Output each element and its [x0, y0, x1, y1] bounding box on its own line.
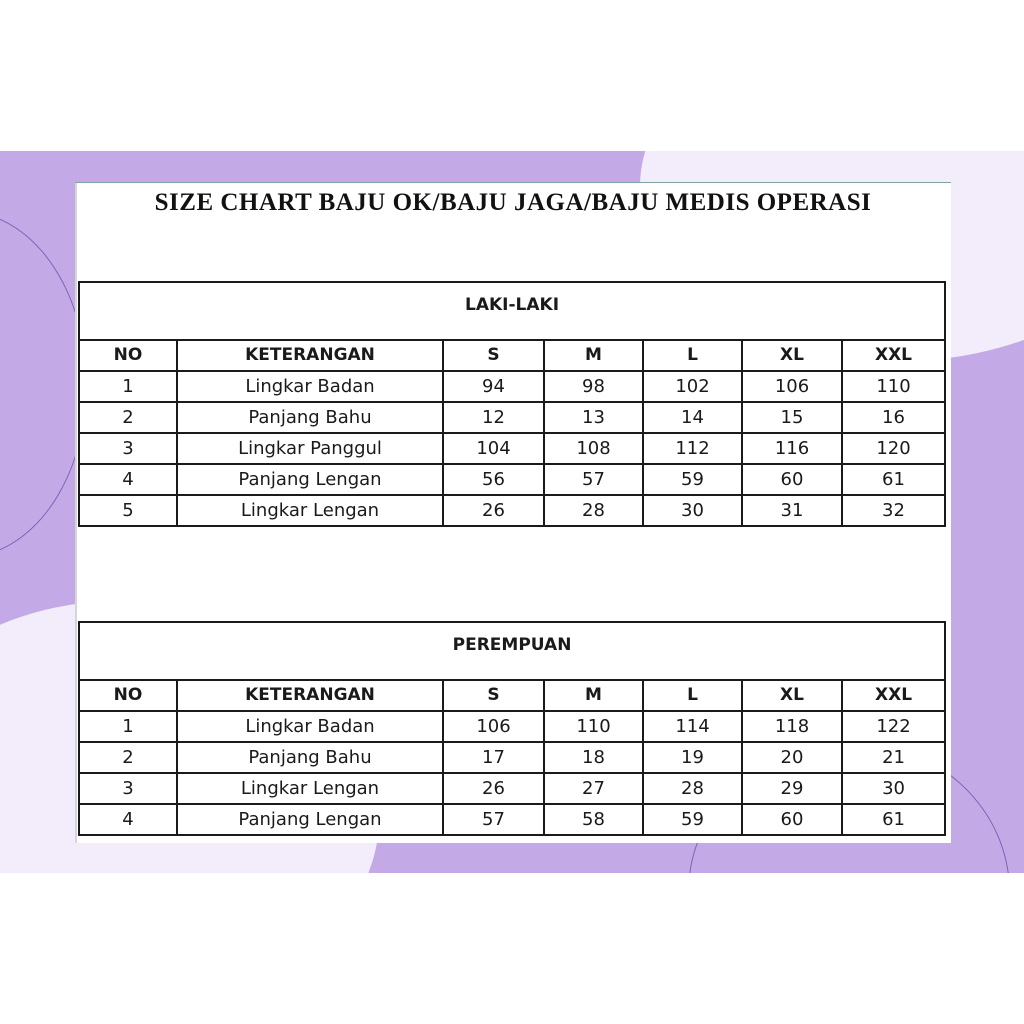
- row-value: 120: [842, 433, 945, 464]
- row-value: 59: [643, 804, 742, 835]
- table-header-row: [79, 340, 945, 371]
- row-value: 17: [443, 742, 544, 773]
- row-value: 59: [643, 464, 742, 495]
- chart-title: SIZE CHART BAJU OK/BAJU JAGA/BAJU MEDIS OPERASI: [154, 189, 872, 216]
- row-value: 31: [742, 495, 842, 526]
- row-value: 16: [842, 402, 945, 433]
- row-value: 110: [842, 371, 945, 402]
- row-value: 106: [742, 371, 842, 402]
- row-value: 118: [742, 711, 842, 742]
- row-value: 13: [544, 402, 643, 433]
- row-value: 20: [742, 742, 842, 773]
- table-row: [79, 742, 945, 773]
- row-value: 112: [643, 433, 742, 464]
- section-title: PEREMPUAN: [79, 622, 945, 680]
- table-row: [79, 804, 945, 835]
- row-value: 58: [544, 804, 643, 835]
- header-keterangan: KETERANGAN: [177, 680, 443, 711]
- header-size-xxl: XXL: [842, 340, 945, 371]
- row-description: Panjang Lengan: [177, 464, 443, 495]
- row-no: 4: [79, 804, 177, 835]
- row-description: Panjang Bahu: [177, 742, 443, 773]
- row-value: 106: [443, 711, 544, 742]
- row-description: Lingkar Badan: [177, 711, 443, 742]
- row-value: 108: [544, 433, 643, 464]
- row-no: 3: [79, 773, 177, 804]
- row-description: Lingkar Lengan: [177, 773, 443, 804]
- row-value: 29: [742, 773, 842, 804]
- size-table-laki-laki: [78, 281, 946, 527]
- header-size-xl: XL: [742, 340, 842, 371]
- row-no: 2: [79, 402, 177, 433]
- header-size-m: M: [544, 680, 643, 711]
- row-value: 57: [544, 464, 643, 495]
- row-value: 26: [443, 773, 544, 804]
- row-value: 21: [842, 742, 945, 773]
- table-row: [79, 402, 945, 433]
- row-value: 104: [443, 433, 544, 464]
- row-no: 1: [79, 711, 177, 742]
- header-size-l: L: [643, 340, 742, 371]
- row-description: Panjang Bahu: [177, 402, 443, 433]
- row-value: 102: [643, 371, 742, 402]
- row-value: 28: [643, 773, 742, 804]
- size-chart-sheet: [75, 182, 951, 843]
- header-size-l: L: [643, 680, 742, 711]
- row-value: 12: [443, 402, 544, 433]
- table-header-row: [79, 680, 945, 711]
- row-no: 4: [79, 464, 177, 495]
- table-row: [79, 433, 945, 464]
- table-row: [79, 464, 945, 495]
- header-size-s: S: [443, 680, 544, 711]
- row-value: 57: [443, 804, 544, 835]
- row-no: 3: [79, 433, 177, 464]
- header-size-s: S: [443, 340, 544, 371]
- row-value: 98: [544, 371, 643, 402]
- row-no: 2: [79, 742, 177, 773]
- size-table-perempuan: [78, 621, 946, 836]
- row-value: 61: [842, 804, 945, 835]
- section-title: LAKI-LAKI: [79, 282, 945, 340]
- row-value: 56: [443, 464, 544, 495]
- row-description: Panjang Lengan: [177, 804, 443, 835]
- row-value: 27: [544, 773, 643, 804]
- header-size-m: M: [544, 340, 643, 371]
- header-no: NO: [79, 340, 177, 371]
- row-no: 1: [79, 371, 177, 402]
- row-value: 60: [742, 804, 842, 835]
- header-no: NO: [79, 680, 177, 711]
- row-value: 30: [643, 495, 742, 526]
- row-description: Lingkar Badan: [177, 371, 443, 402]
- row-value: 110: [544, 711, 643, 742]
- row-value: 19: [643, 742, 742, 773]
- table-row: [79, 773, 945, 804]
- table-row: [79, 371, 945, 402]
- table-row: [79, 711, 945, 742]
- row-value: 28: [544, 495, 643, 526]
- row-description: Lingkar Lengan: [177, 495, 443, 526]
- decorative-outline-left: [0, 211, 87, 558]
- row-value: 15: [742, 402, 842, 433]
- row-value: 14: [643, 402, 742, 433]
- row-value: 30: [842, 773, 945, 804]
- header-size-xxl: XXL: [842, 680, 945, 711]
- row-value: 60: [742, 464, 842, 495]
- header-keterangan: KETERANGAN: [177, 340, 443, 371]
- row-value: 114: [643, 711, 742, 742]
- row-value: 26: [443, 495, 544, 526]
- table-row: [79, 495, 945, 526]
- row-value: 32: [842, 495, 945, 526]
- header-size-xl: XL: [742, 680, 842, 711]
- row-value: 18: [544, 742, 643, 773]
- row-no: 5: [79, 495, 177, 526]
- row-value: 116: [742, 433, 842, 464]
- row-value: 122: [842, 711, 945, 742]
- row-description: Lingkar Panggul: [177, 433, 443, 464]
- row-value: 61: [842, 464, 945, 495]
- row-value: 94: [443, 371, 544, 402]
